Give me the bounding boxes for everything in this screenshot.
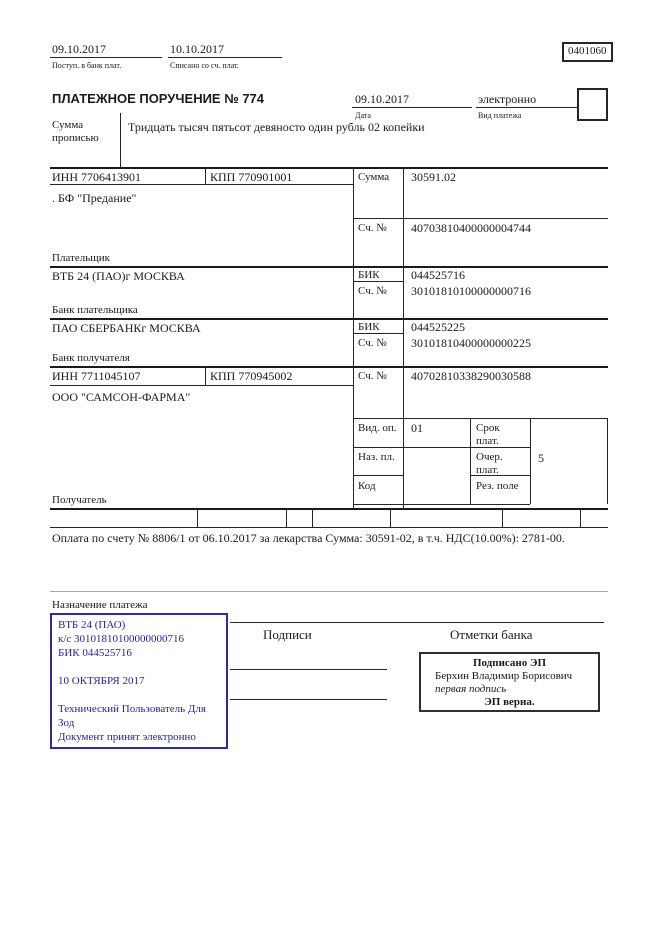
signature-line-1 — [230, 669, 387, 670]
amount-words-divider — [120, 113, 121, 167]
signatures-label: Подписи — [263, 627, 312, 642]
thin-row-div-2 — [286, 508, 287, 527]
purpose-bottom-rule — [50, 591, 608, 592]
amount-words-label: Сумма прописью — [52, 119, 99, 144]
date-received: 09.10.2017 — [52, 42, 106, 56]
date-received-label: Поступ. в банк плат. — [52, 61, 122, 70]
op-kind-label: Вид. оп. — [358, 422, 397, 434]
purpose-text: Оплата по счету № 8806/1 от 06.10.2017 за лекарства Сумма: 30591-02, в т.ч. НДС(10.00%): 2781-00. — [52, 531, 565, 545]
payer-bank-name: ВТБ 24 (ПАО)г МОСКВА — [52, 269, 185, 283]
document-date-rule — [352, 107, 472, 108]
op-kind-value: 01 — [411, 421, 423, 435]
priority-label: Очер. плат. — [476, 451, 503, 476]
payer-bank-account: 30101810100000000716 — [411, 284, 531, 298]
payee-bottom-rule — [50, 508, 608, 510]
thin-row-div-5 — [502, 508, 503, 527]
payee-bank-bottom-rule — [50, 366, 608, 368]
term-label: Срок плат. — [476, 422, 500, 447]
payment-kind-label: Вид платежа — [478, 111, 522, 120]
thin-row-bottom-rule — [50, 527, 608, 528]
payee-bank-label: Банк получателя — [52, 352, 130, 364]
op-right-divider — [607, 418, 608, 504]
esign-subtitle: первая подпись — [435, 683, 507, 695]
esign-name: Берхин Владимир Борисович — [435, 670, 573, 682]
op-col3-divider — [530, 418, 531, 504]
stamp-bik: БИК 044525716 — [58, 647, 132, 659]
bank-acceptance-stamp — [50, 613, 228, 749]
stamp-accepted: Документ принят электронно — [58, 731, 196, 743]
code-label: Код — [358, 480, 376, 492]
payer-label: Плательщик — [52, 252, 110, 264]
payee-bank-name: ПАО СБЕРБАНКг МОСКВА — [52, 321, 201, 335]
date-debited-label: Списано со сч. плат. — [170, 61, 239, 70]
payee-label: Получатель — [52, 494, 107, 506]
stamp-spacer — [58, 688, 226, 702]
bank-marks-label: Отметки банка — [450, 627, 533, 642]
purpose-code-label: Наз. пл. — [358, 451, 395, 463]
stamp-bank-name: ВТБ 24 (ПАО) — [58, 619, 126, 631]
payer-inn-kpp-divider — [205, 167, 206, 184]
payer-bank-label: Банк плательщика — [52, 304, 138, 316]
signature-line-2 — [230, 699, 387, 700]
stamp-user: Технический Пользователь Для Зод — [58, 703, 206, 729]
thin-row-div-6 — [580, 508, 581, 527]
date-debited: 10.10.2017 — [170, 42, 224, 56]
date-debited-rule — [168, 57, 282, 58]
payer-kpp: КПП 770901001 — [210, 170, 293, 184]
electronic-signature-stamp — [419, 652, 600, 712]
document-title: ПЛАТЕЖНОЕ ПОРУЧЕНИЕ № 774 — [52, 91, 265, 106]
amount-label: Сумма — [358, 171, 390, 183]
date-received-rule — [50, 57, 162, 58]
payer-bank-bik-label: БИК — [358, 269, 380, 281]
esign-title: Подписано ЭП — [472, 657, 547, 669]
form-code-box — [562, 42, 613, 62]
payee-account: 40702810338290030588 — [411, 369, 531, 383]
form-code: 0401060 — [568, 45, 607, 57]
payer-account: 40703810400000004744 — [411, 221, 531, 235]
op-col2-divider — [470, 418, 471, 504]
payee-bank-account-label: Сч. № — [358, 337, 387, 349]
payer-bank-bik-rule — [353, 281, 404, 282]
stamp-spacer — [58, 660, 226, 674]
esign-verified: ЭП верна. — [484, 696, 535, 708]
payee-bank-bik-label: БИК — [358, 321, 380, 333]
payment-kind: электронно — [478, 92, 537, 106]
op-row2-left-rule — [353, 475, 404, 476]
label-value-divider — [403, 167, 404, 508]
payer-inn: ИНН 7706413901 — [52, 170, 141, 184]
reserve-label: Рез. поле — [476, 480, 519, 492]
payer-bank-account-label: Сч. № — [358, 285, 387, 297]
table-mid-divider — [353, 167, 354, 508]
payee-name: ООО "САМСОН-ФАРМА" — [52, 390, 191, 404]
payee-account-label: Сч. № — [358, 370, 387, 382]
stamp-date: 10 ОКТЯБРЯ 2017 — [58, 675, 145, 687]
payee-inn-rule — [50, 385, 353, 386]
thin-row-div-3 — [312, 508, 313, 527]
op-section-top-rule — [353, 418, 608, 419]
payee-bank-bik-rule — [353, 333, 404, 334]
payee-bank-bik: 044525225 — [411, 320, 465, 334]
table-top-rule — [50, 167, 608, 169]
amount-words-value: Тридцать тысяч пятьсот девяносто один рубль 02 копейки — [128, 120, 425, 134]
amount-row-rule — [353, 218, 608, 219]
thin-row-div-1 — [197, 508, 198, 527]
payee-inn-kpp-divider — [205, 366, 206, 385]
payer-name: . БФ "Предание" — [52, 191, 137, 205]
payee-kpp: КПП 770945002 — [210, 369, 293, 383]
amount-value: 30591.02 — [411, 170, 456, 184]
thin-row-div-4 — [390, 508, 391, 527]
priority-value: 5 — [538, 451, 544, 465]
payee-bank-account: 30101810400000000225 — [411, 336, 531, 350]
document-date-label: Дата — [355, 111, 371, 120]
stamp-corr-account: к/с 30101810100000000716 — [58, 633, 185, 645]
payee-inn: ИНН 7711045107 — [52, 369, 141, 383]
document-date: 09.10.2017 — [355, 92, 409, 106]
footer-top-rule — [230, 622, 604, 623]
payer-bank-bik: 044525716 — [411, 268, 465, 282]
op-row3-rule — [353, 504, 530, 505]
purpose-label: Назначение платежа — [52, 599, 148, 611]
payer-account-label: Сч. № — [358, 222, 387, 234]
payer-bottom-rule — [50, 266, 608, 268]
priority-checkbox — [577, 88, 608, 121]
payer-bank-bottom-rule — [50, 318, 608, 320]
